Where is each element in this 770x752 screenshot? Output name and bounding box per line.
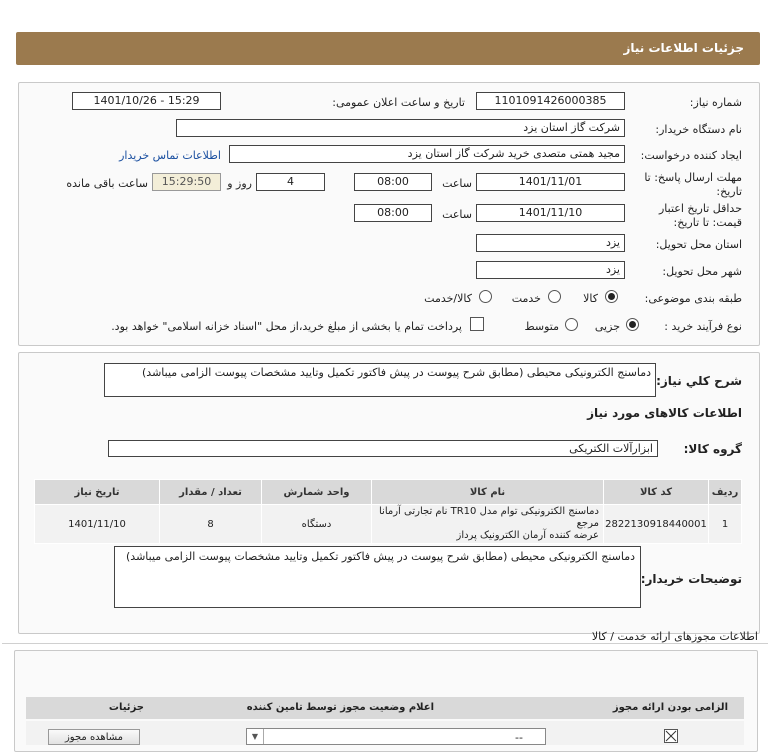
process-label: نوع فرآیند خرید : (664, 320, 742, 333)
province-field: یزد (476, 234, 625, 252)
permit-details-header: جزئیات (108, 702, 144, 713)
validity-date-field: 1401/11/10 (476, 204, 625, 222)
goods-group-label: گروه کالا: (683, 442, 742, 456)
days-field: 4 (256, 173, 325, 191)
goods-table (34, 479, 742, 544)
validity-time-field: 08:00 (354, 204, 432, 222)
row-name-line2: عرضه کننده آرمان الکترونیک پرداز (456, 530, 599, 541)
permit-required-checkbox[interactable] (664, 729, 678, 743)
permit-status-value: -- (515, 731, 523, 744)
remaining-time-field: 15:29:50 (152, 173, 221, 191)
buyer-notes-field (114, 546, 641, 608)
row-code: 2822130918440001 (604, 505, 709, 544)
col-qty: تعداد / مقدار (160, 480, 262, 505)
row-qty: 8 (160, 505, 262, 544)
permit-status-select[interactable] (246, 728, 546, 745)
buyer-org-label: نام دستگاه خریدار: (655, 123, 742, 136)
days-label: روز و (227, 177, 252, 190)
category-goods-radio[interactable] (605, 290, 618, 303)
buyer-notes-text: دماسنج الکترونیکی محیطی (مطابق شرح پیوست در پیش فاکتور تکمیل وتایید مشخصات پیوست الزامی میباشد) (126, 550, 635, 563)
buyer-notes-label: توضیحات خریدار: (640, 572, 742, 586)
remaining-label: ساعت باقی مانده (66, 177, 148, 190)
deadline-date-field: 1401/11/01 (476, 173, 625, 191)
description-text: دماسنج الکترونیکی محیطی (مطابق شرح پیوست در پیش فاکتور تکمیل وتایید مشخصات پیوست الزامی میباشد) (142, 366, 651, 379)
permits-title: اطلاعات مجوزهای ارائه خدمت / کالا (591, 630, 758, 643)
permit-required-header: الزامی بودن ارائه مجوز (612, 702, 728, 713)
process-minor-radio[interactable] (626, 318, 639, 331)
col-code: کد کالا (604, 480, 709, 505)
col-unit: واحد شمارش (262, 480, 372, 505)
city-label: شهر محل تحویل: (662, 265, 742, 278)
permit-status-header: اعلام وضعیت مجوز توسط تامین کننده (246, 702, 434, 713)
row-unit: دستگاه (262, 505, 372, 544)
deadline-time-field: 08:00 (354, 173, 432, 191)
deadline-label: مهلت ارسال پاسخ: تا (644, 171, 742, 184)
row-name (372, 505, 604, 544)
province-label: استان محل تحویل: (655, 238, 742, 251)
city-field: یزد (476, 261, 625, 279)
col-name: نام کالا (372, 480, 604, 505)
need-number-field: 1101091426000385 (476, 92, 625, 110)
category-service-radio[interactable] (548, 290, 561, 303)
row-date: 1401/11/10 (35, 505, 160, 544)
contact-buyer-link[interactable]: اطلاعات تماس خریدار (119, 149, 221, 162)
process-medium-radio[interactable] (565, 318, 578, 331)
category-goods-service-label: کالا/خدمت (424, 292, 472, 305)
page-header (16, 32, 760, 65)
description-label: شرح كلي نياز: (656, 374, 742, 388)
cross-icon (665, 730, 677, 742)
page-title: جزئیات اطلاعات نیاز (623, 41, 744, 55)
category-service-label: خدمت (511, 292, 541, 305)
process-medium-label: متوسط (524, 320, 559, 333)
validity-label: حداقل تاریخ اعتبار (658, 202, 742, 215)
view-permit-button[interactable]: مشاهده مجوز (48, 729, 140, 745)
category-label: طبقه بندی موضوعی: (644, 292, 742, 305)
category-goods-label: کالا (583, 292, 598, 305)
goods-section-title: اطلاعات کالاهای مورد نیاز (587, 406, 742, 420)
col-row: ردیف (709, 480, 742, 505)
buyer-org-field: شرکت گاز استان یزد (176, 119, 625, 137)
description-field (104, 363, 656, 397)
creator-label: ایجاد کننده درخواست: (640, 149, 742, 162)
table-row (35, 505, 742, 544)
validity-time-label: ساعت (442, 208, 472, 221)
need-number-label: شماره نیاز: (689, 96, 742, 109)
creator-field: مجید همتی متصدی خرید شرکت گاز استان یزد (229, 145, 625, 163)
treasury-payment-checkbox[interactable] (470, 317, 484, 331)
process-minor-label: جزیی (594, 320, 620, 333)
row-index: 1 (709, 505, 742, 544)
validity-label-2: قیمت: تا تاریخ: (673, 216, 742, 229)
announce-label: تاریخ و ساعت اعلان عمومی: (332, 96, 465, 109)
permits-table-header (26, 697, 744, 719)
announce-field: 1401/10/26 - 15:29 (72, 92, 221, 110)
permits-divider (2, 643, 768, 644)
row-name-line1: دماسنج الکترونیکی توام مدل TR10 نام تجارتی آرمانا مرجع (378, 506, 599, 529)
goods-group-field: ابزارآلات الکتریکی (108, 440, 658, 457)
category-goods-service-radio[interactable] (479, 290, 492, 303)
treasury-payment-note: پرداخت تمام یا بخشی از مبلغ خرید،از محل "اسناد خزانه اسلامی" خواهد بود. (111, 320, 462, 333)
deadline-label-2: تاریخ: (716, 185, 742, 198)
deadline-time-label: ساعت (442, 177, 472, 190)
goods-table-header (35, 480, 742, 505)
col-date: تاریخ نیاز (35, 480, 160, 505)
chevron-down-icon: ▼ (247, 729, 264, 744)
